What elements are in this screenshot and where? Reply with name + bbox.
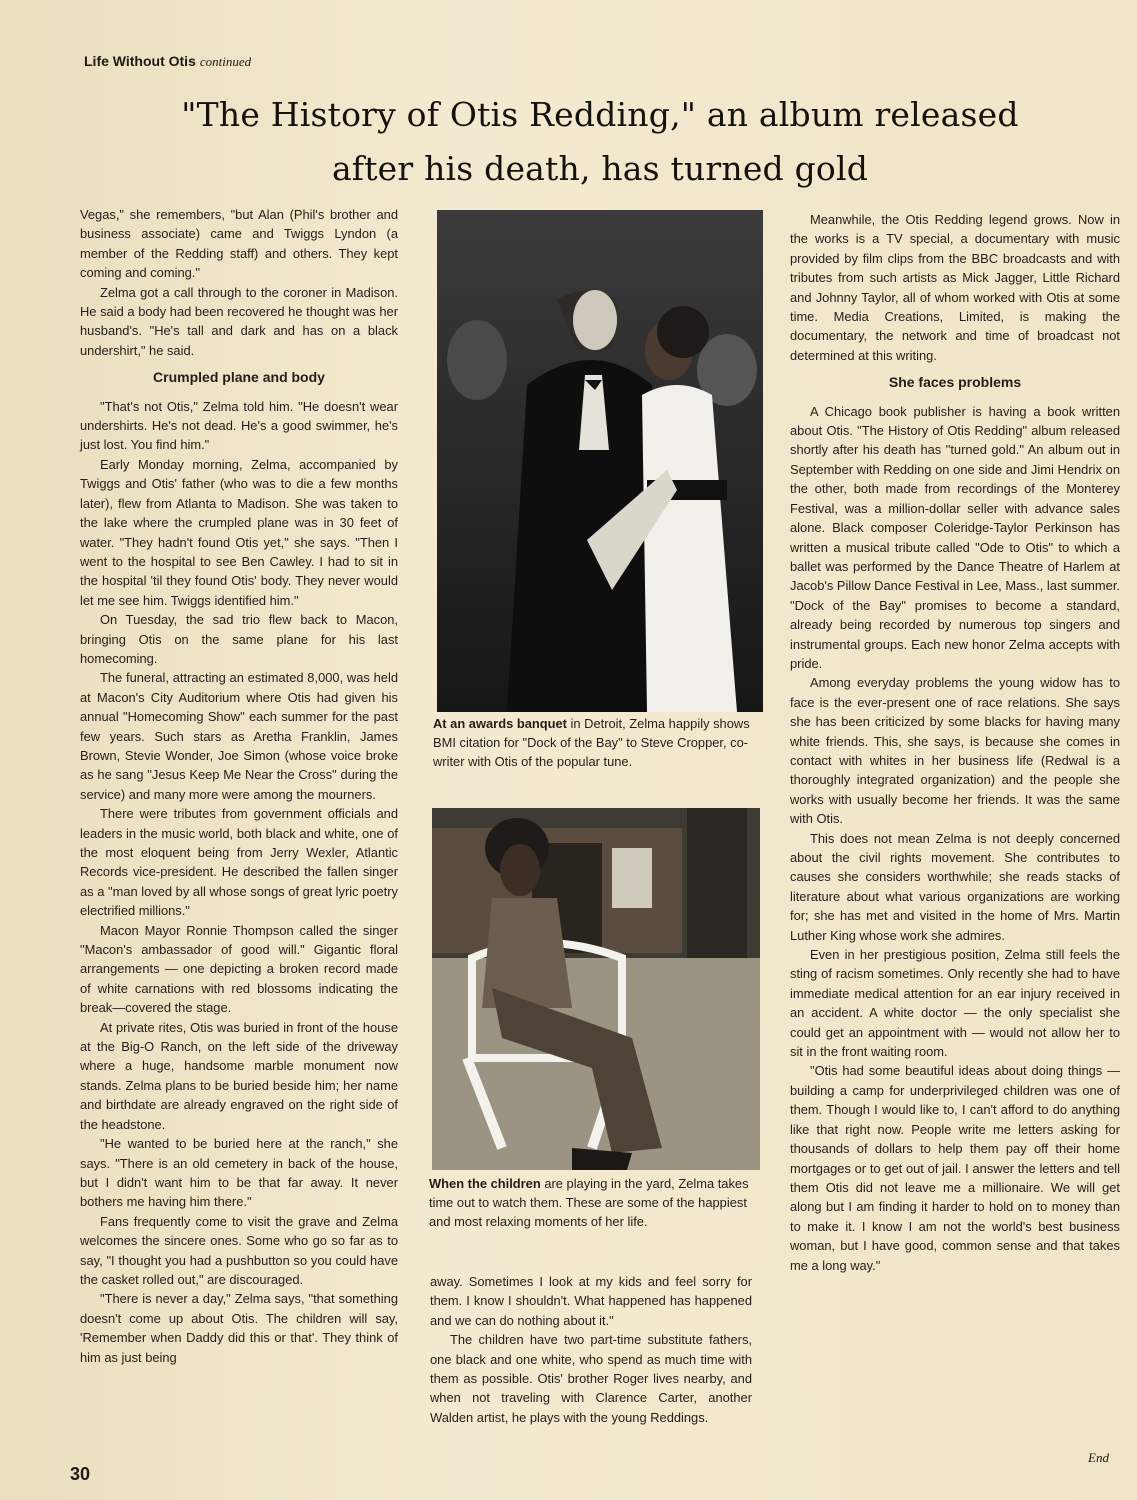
- continued-label: continued: [199, 54, 252, 69]
- paragraph: A Chicago book publisher is having a book written about Otis. "The History of Otis Redding" album released shortly after his death has "turned gold." An album out in September with Redding on one side and Jimi Hendrix on the other, both made from recordings of the Monterey Festival, was a million-dollar seller with advance sales alone. Black composer Coleridge-Taylor Perkinson has written a musical tribute called "Ode to Otis" to which a ballet was performed by the Dance Theatre of Harlem at Jacob's Pillow Dance Festival in Lee, Mass., last summer. "Dock of the Bay" promises to become a standard, already being recorded by numerous top singers and instrumental groups. Each new honor Zelma accepts with pride.: [790, 403, 1120, 671]
- caption-lead: At an awards banquet: [433, 716, 567, 731]
- paragraph: On Tuesday, the sad trio flew back to Macon, bringing Otis on the same plane for his last homecoming.: [80, 612, 398, 666]
- paragraph: Among everyday problems the young widow has to face is the ever-present one of race relations. She says she has been criticized by some blacks for having many white friends. This, she says, is because she comes in contact with whites in her business life (Redwal is a thoroughly integrated organization) and the people she works with usually become her friends. It was the same with Otis.: [790, 675, 1120, 827]
- section-title: Life Without Otis: [84, 53, 196, 69]
- caption-lead: When the children: [429, 1176, 541, 1191]
- caption-text: in Detroit, Zelma happily shows BMI citation for "Dock of the Bay" to Steve Cropper, co-writer with Otis of the popular tune.: [433, 716, 750, 769]
- paragraph: Meanwhile, the Otis Redding legend grows. Now in the works is a TV special, a documentary with music provided by film clips from the BBC broadcasts and with tributes from such artists as Mick Jagger, Little Richard and Johnny Taylor, all of whom worked with Otis at some time. Media Creations, Limited, is making the documentary, the network and time of broadcast not determined at this writing.: [790, 212, 1120, 363]
- paragraph: The children have two part-time substitute fathers, one black and one white, who spend as much time with them as possible. Otis' brother Roger lives nearby, and when not traveling with Clarence Carter, another Walden artist, he plays with the young Reddings.: [430, 1332, 752, 1425]
- article-headline: "The History of Otis Redding," an album released after his death, has turned gold: [181, 95, 1019, 188]
- paragraph: away. Sometimes I look at my kids and feel sorry for them. I know I shouldn't. What happened has happened and we can do nothing about it.": [430, 1274, 752, 1328]
- paragraph: At private rites, Otis was buried in front of the house at the Big-O Ranch, on the left side of the driveway where a huge, handsome marble monument now stands. Zelma plans to be buried beside him; her name and birthdate are already engraved on the right side of the headstone.: [80, 1019, 398, 1132]
- paragraph: "That's not Otis," Zelma told him. "He doesn't wear undershirts. He's not dead. He's a good swimmer, he's just lost. You find him.": [80, 398, 398, 453]
- column-left: [80, 205, 398, 1367]
- end-mark: End: [1088, 1450, 1109, 1465]
- running-head: [84, 53, 251, 70]
- column-right: [790, 210, 1120, 1275]
- subheading: Crumpled plane and body: [153, 369, 325, 386]
- paragraph: Zelma got a call through to the coroner in Madison. He said a body had been recovered he thought was her husband's. "He's tall and dark and has on a black undershirt," he said.: [80, 284, 398, 358]
- caption-text: are playing in the yard, Zelma takes time out to watch them. These are some of the happiest and most relaxing moments of her life.: [429, 1176, 749, 1229]
- paragraph: "He wanted to be buried here at the ranch," she says. "There is an old cemetery in back of the house, but I didn't want him to be that far away. It never bothers me having him there.": [80, 1136, 398, 1210]
- paragraph: Even in her prestigious position, Zelma still feels the sting of racism sometimes. Only recently she had to have immediate medical attention for an ear injury received in an accident. A white doctor — the only specialist she could get an appointment with — would not allow her to sit in the front waiting room.: [790, 947, 1120, 1060]
- photo-caption-yard: [429, 1174, 761, 1231]
- paragraph: The funeral, attracting an estimated 8,000, was held at Macon's City Auditorium where Otis had given his annual "Homecoming Show" each summer for the past few years. Such stars as Aretha Franklin, James Brown, Stevie Wonder, Joe Simon (whose voice broke as he sang "Jesus Keep Me Near the Cross" during the service) and many more were among the mourners.: [80, 670, 398, 802]
- paragraph: This does not mean Zelma is not deeply concerned about the civil rights movement. She contributes to causes she considers worthwhile; she reads stacks of literature about what various organizations are working for; she has met and visited in the home of Mrs. Martin Luther King whose work she admires.: [790, 830, 1120, 943]
- paragraph: Vegas," she remembers, "but Alan (Phil's brother and business associate) came and Twiggs Lyndon (a member of the Redding staff) and others. They kept coming and coming.": [80, 207, 398, 281]
- photo-caption-awards: [433, 714, 765, 771]
- paragraph: "There is never a day," Zelma says, "that something doesn't come up about Otis. The children will say, 'Remember when Daddy did this or that'. They think of him as just being: [80, 1291, 398, 1365]
- paragraph: There were tributes from government officials and leaders in the music world, both black and white, one of the most eloquent being from Jerry Wexler, Atlantic Records vice-president. He described the fallen singer as a "man loved by all whose songs of great lyric poetry electrified millions.": [80, 806, 398, 919]
- paragraph: Macon Mayor Ronnie Thompson called the singer "Macon's ambassador of good will." Gigantic floral arrangements — one depicting a broken record made of white carnations with red blossoms indicating the break—covered the stage.: [80, 922, 398, 1016]
- column-middle: [430, 1272, 752, 1427]
- yard-bench-photo: [432, 808, 760, 1170]
- paragraph: Fans frequently come to visit the grave and Zelma welcomes the sincere ones. Some who go so far as to say, "I thought you had a pushbutton so you could have the casket rolled out," are discouraged.: [80, 1213, 398, 1287]
- awards-banquet-photo: [437, 210, 763, 712]
- paragraph: "Otis had some beautiful ideas about doing things — building a camp for underprivileged children was one of them. Though I would like to, I can't afford to do anything like that right now. People write me letters asking for thousands of dollars to help them pay off their home mortgages or to get out of jail. I answer the letters and tell them Otis did not leave me a millionaire. We will get along but I am finding it harder to hold on to money than to make it. I know I am not the world's best business woman, but I have good, common sense and that takes me a long way.": [790, 1063, 1120, 1273]
- page-number: 30: [70, 1464, 91, 1484]
- paragraph: Early Monday morning, Zelma, accompanied by Twiggs and Otis' father (who was to die a few months later), flew from Atlanta to Madison. She was taken to the lake where the crumpled plane was in 30 feet of water. "They hadn't found Otis yet," she says. "Then I went to the hospital to see Ben Cawley. I had to sit in the hospital 'til they found Otis' body. They never would let me see him. Twiggs identified him.": [80, 456, 398, 608]
- subheading: She faces problems: [888, 374, 1022, 391]
